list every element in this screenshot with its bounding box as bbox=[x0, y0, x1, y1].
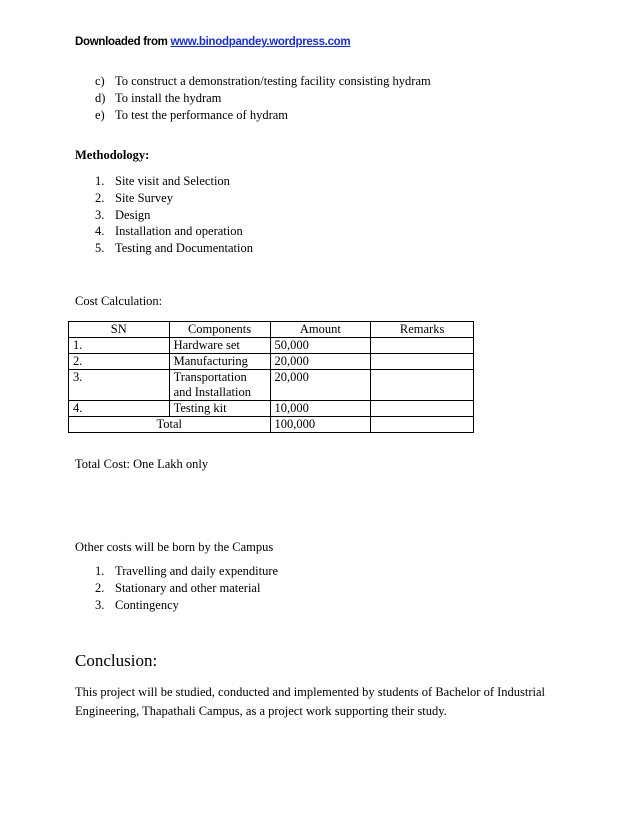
remarks-cell bbox=[371, 417, 474, 433]
sn-cell: 4. bbox=[69, 401, 170, 417]
conclusion-heading: Conclusion: bbox=[75, 651, 158, 670]
list-marker: c) bbox=[95, 74, 105, 88]
remarks-cell bbox=[371, 370, 474, 401]
column-header: SN bbox=[69, 322, 170, 338]
sn-cell: 1. bbox=[69, 338, 170, 354]
sn-cell: 2. bbox=[69, 354, 170, 370]
list-item-text: Testing and Documentation bbox=[115, 241, 253, 256]
list-item bbox=[95, 597, 278, 614]
list-marker: 3. bbox=[95, 207, 105, 222]
table-row bbox=[69, 354, 474, 370]
list-item bbox=[95, 73, 431, 90]
remarks-cell bbox=[371, 354, 474, 370]
amount-cell: 10,000 bbox=[270, 401, 371, 417]
conclusion-paragraph: This project will be studied, conducted and implemented by students of Bachelor of Industrial Engineering, Thapathali Campus, as a project work supporting their study. bbox=[75, 685, 546, 718]
other-costs-heading: Other costs will be born by the Campus bbox=[75, 540, 274, 554]
list-item-text: Design bbox=[115, 207, 151, 222]
cost-heading: Cost Calculation: bbox=[75, 294, 163, 308]
list-item bbox=[95, 563, 278, 580]
total-amount: 100,000 bbox=[270, 417, 371, 433]
list-item bbox=[95, 190, 253, 207]
list-item-text: Site visit and Selection bbox=[115, 174, 230, 188]
source-link[interactable]: www.binodpandey.wordpress.com bbox=[170, 36, 351, 48]
sn-cell: 3. bbox=[69, 370, 170, 401]
table-row bbox=[69, 338, 474, 354]
list-marker: 4. bbox=[95, 224, 105, 239]
total-cost-text: Total Cost: One Lakh only bbox=[75, 457, 209, 471]
list-marker: e) bbox=[95, 107, 105, 122]
amount-cell: 20,000 bbox=[270, 370, 371, 401]
list-marker: d) bbox=[95, 90, 106, 105]
total-label: Total bbox=[69, 417, 271, 433]
component-cell: Manufacturing bbox=[169, 354, 270, 370]
component-cell: Transportation and Installation bbox=[169, 370, 270, 401]
list-item-text: Site Survey bbox=[115, 190, 173, 205]
list-item bbox=[95, 580, 278, 597]
list-item bbox=[95, 107, 431, 124]
list-marker: 2. bbox=[95, 190, 105, 205]
download-header bbox=[75, 36, 350, 48]
header-prefix: Downloaded from bbox=[75, 36, 171, 48]
component-cell: Testing kit bbox=[169, 401, 270, 417]
amount-cell: 50,000 bbox=[270, 338, 371, 354]
list-item-text: To install the hydram bbox=[115, 90, 222, 105]
list-marker: 1. bbox=[95, 174, 105, 188]
list-marker: 2. bbox=[95, 580, 105, 595]
column-header: Amount bbox=[270, 322, 371, 338]
cost-table bbox=[68, 321, 474, 433]
column-header: Remarks bbox=[371, 322, 474, 338]
list-item-text: Installation and operation bbox=[115, 224, 243, 239]
list-item-text: Contingency bbox=[115, 597, 179, 612]
list-item-text: To test the performance of hydram bbox=[115, 107, 289, 122]
table-total-row bbox=[69, 417, 474, 433]
list-marker: 3. bbox=[95, 597, 105, 612]
list-item bbox=[95, 240, 253, 257]
list-item-text: Travelling and daily expenditure bbox=[115, 564, 279, 578]
amount-cell: 20,000 bbox=[270, 354, 371, 370]
component-cell: Hardware set bbox=[169, 338, 270, 354]
list-item bbox=[95, 173, 253, 190]
objectives-list bbox=[95, 73, 431, 123]
column-header: Components bbox=[169, 322, 270, 338]
methodology-list bbox=[95, 173, 253, 257]
table-row bbox=[69, 401, 474, 417]
methodology-heading: Methodology: bbox=[75, 148, 150, 162]
list-marker: 1. bbox=[95, 564, 105, 578]
list-item bbox=[95, 207, 253, 224]
list-item-text: Stationary and other material bbox=[115, 580, 261, 595]
table-row bbox=[69, 370, 474, 401]
table-header-row bbox=[69, 322, 474, 338]
list-marker: 5. bbox=[95, 241, 105, 256]
list-item bbox=[95, 223, 253, 240]
remarks-cell bbox=[371, 401, 474, 417]
list-item-text: To construct a demonstration/testing facility consisting hydram bbox=[115, 74, 431, 88]
other-costs-list bbox=[95, 563, 278, 613]
list-item bbox=[95, 90, 431, 107]
remarks-cell bbox=[371, 338, 474, 354]
